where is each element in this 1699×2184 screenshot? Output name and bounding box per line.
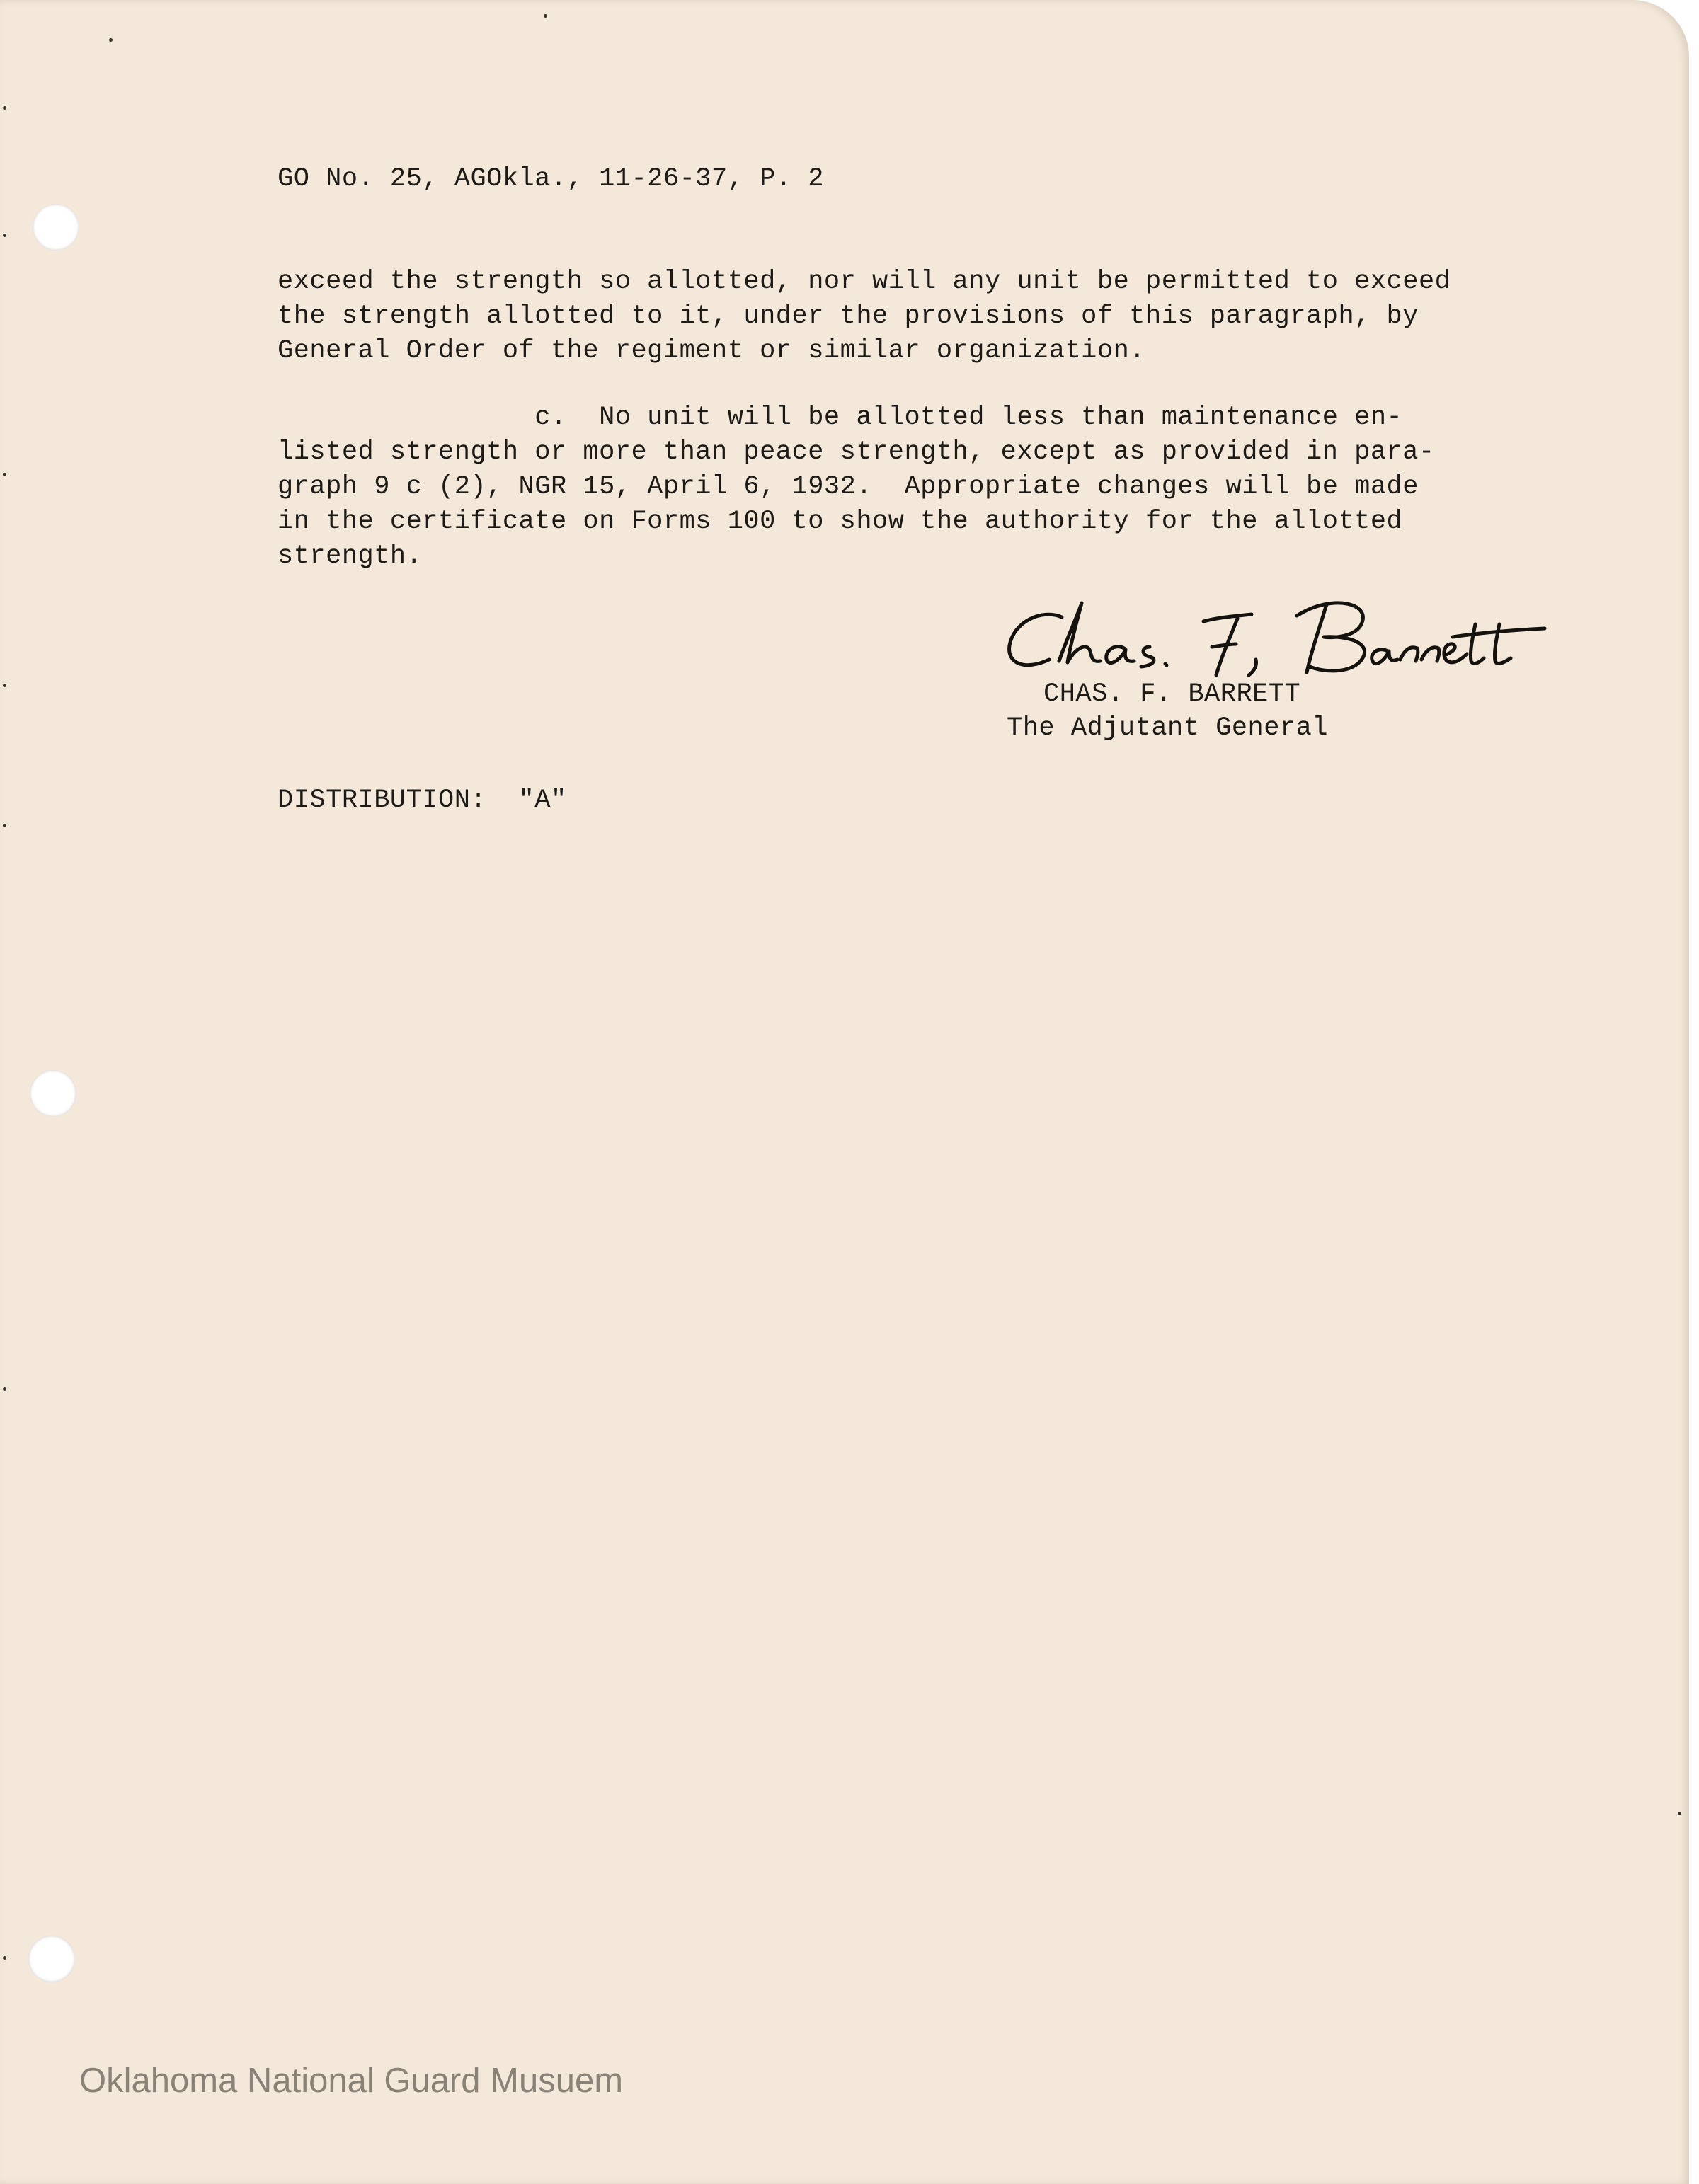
text-line: c. No unit will be allotted less than maintenance en- [278,403,1403,432]
signer-name: CHAS. F. BARRETT [1043,679,1301,709]
margin-speck [109,38,113,42]
paragraph-continuation [278,265,1451,369]
margin-speck [3,684,6,687]
text-line: the strength allotted to it, under the provisions of this paragraph, by [278,301,1419,331]
punch-hole-top [33,204,79,251]
text-line: graph 9 c (2), NGR 15, April 6, 1932. Appropriate changes will be made [278,472,1419,502]
margin-speck [3,1387,6,1391]
text-line: listed strength or more than peace strength, except as provided in para- [278,437,1435,467]
margin-speck [3,234,6,237]
margin-speck [3,1956,6,1960]
paragraph-c [278,401,1435,574]
text-line: in the certificate on Forms 100 to show the authority for the allotted [278,507,1403,536]
text-line: strength. [278,541,423,571]
punch-hole-bottom [28,1936,75,1982]
margin-speck [1678,1812,1681,1815]
margin-speck [3,106,6,110]
distribution-line: DISTRIBUTION: "A" [278,786,567,815]
signer-title: The Adjutant General [1007,713,1329,743]
text-line: General Order of the regiment or similar organization. [278,336,1145,366]
watermark: Oklahoma National Guard Musuem [79,2062,624,2100]
text-line: exceed the strength so allotted, nor will any unit be permitted to exceed [278,267,1451,297]
handwritten-signature [1000,587,1552,686]
punch-hole-middle [30,1070,76,1117]
margin-speck [544,14,547,18]
margin-speck [3,824,6,827]
document-header: GO No. 25, AGOkla., 11-26-37, P. 2 [278,164,824,194]
margin-speck [3,473,6,476]
